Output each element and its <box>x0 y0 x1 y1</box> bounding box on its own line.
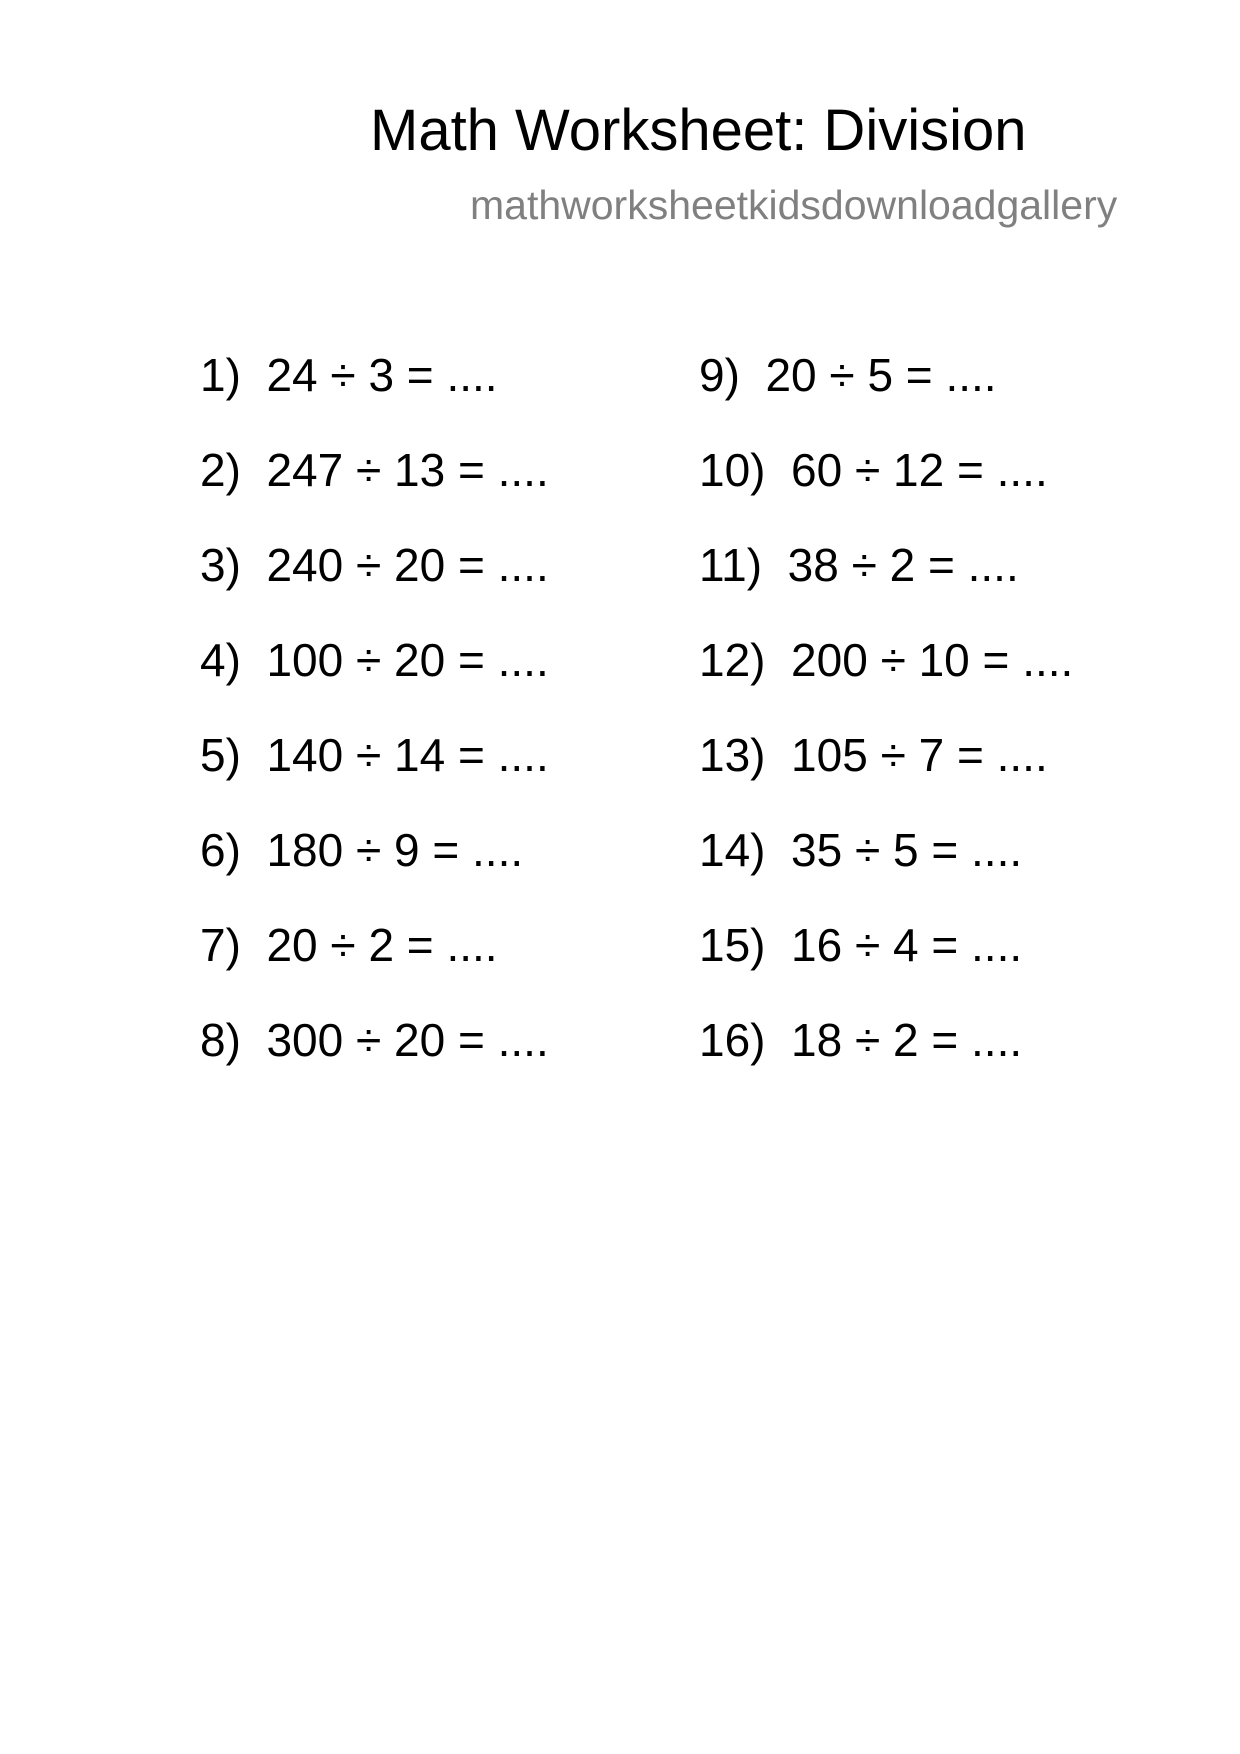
problem-expression: 60 ÷ 12 = .... <box>791 444 1048 496</box>
problem-item <box>200 823 549 918</box>
problem-number: 1) <box>200 349 267 401</box>
problem-item <box>699 538 1073 633</box>
problem-item <box>699 823 1073 918</box>
problem-item <box>200 633 549 728</box>
problem-number: 9) <box>699 349 766 401</box>
problem-number: 3) <box>200 539 267 591</box>
problem-expression: 38 ÷ 2 = .... <box>787 539 1019 591</box>
problem-number: 7) <box>200 919 267 971</box>
problem-item <box>200 538 549 633</box>
problem-item <box>200 918 549 1013</box>
problem-expression: 24 ÷ 3 = .... <box>266 349 498 401</box>
problem-expression: 35 ÷ 5 = .... <box>791 824 1023 876</box>
worksheet-title: Math Worksheet: Division <box>370 98 1027 163</box>
problem-expression: 140 ÷ 14 = .... <box>266 729 549 781</box>
problem-number: 15) <box>699 919 792 971</box>
problem-expression: 20 ÷ 5 = .... <box>765 349 997 401</box>
problem-number: 12) <box>699 634 792 686</box>
problem-item <box>699 443 1073 538</box>
problem-item <box>699 1013 1073 1108</box>
problem-expression: 240 ÷ 20 = .... <box>266 539 549 591</box>
problem-expression: 300 ÷ 20 = .... <box>266 1014 549 1066</box>
problem-item <box>699 728 1073 823</box>
problem-expression: 20 ÷ 2 = .... <box>266 919 498 971</box>
problem-number: 11) <box>699 539 788 591</box>
problem-item <box>699 348 1073 443</box>
problem-expression: 105 ÷ 7 = .... <box>791 729 1048 781</box>
problem-expression: 16 ÷ 4 = .... <box>791 919 1023 971</box>
problem-number: 4) <box>200 634 267 686</box>
problems-column-right <box>699 348 1073 1108</box>
problem-number: 13) <box>699 729 792 781</box>
problem-item <box>699 918 1073 1013</box>
problem-item <box>200 728 549 823</box>
problem-number: 8) <box>200 1014 267 1066</box>
problem-number: 5) <box>200 729 267 781</box>
problems-column-left <box>200 348 549 1108</box>
problem-expression: 180 ÷ 9 = .... <box>266 824 524 876</box>
problem-item <box>200 348 549 443</box>
problem-item <box>200 443 549 538</box>
problem-number: 16) <box>699 1014 792 1066</box>
problem-item <box>200 1013 549 1108</box>
problem-expression: 100 ÷ 20 = .... <box>266 634 549 686</box>
problem-number: 6) <box>200 824 267 876</box>
problem-item <box>699 633 1073 728</box>
problem-expression: 247 ÷ 13 = .... <box>266 444 549 496</box>
problem-number: 10) <box>699 444 792 496</box>
problem-number: 2) <box>200 444 267 496</box>
worksheet-subtitle: mathworksheetkidsdownloadgallery <box>470 182 1118 228</box>
problem-number: 14) <box>699 824 792 876</box>
problem-expression: 200 ÷ 10 = .... <box>791 634 1074 686</box>
problem-expression: 18 ÷ 2 = .... <box>791 1014 1023 1066</box>
